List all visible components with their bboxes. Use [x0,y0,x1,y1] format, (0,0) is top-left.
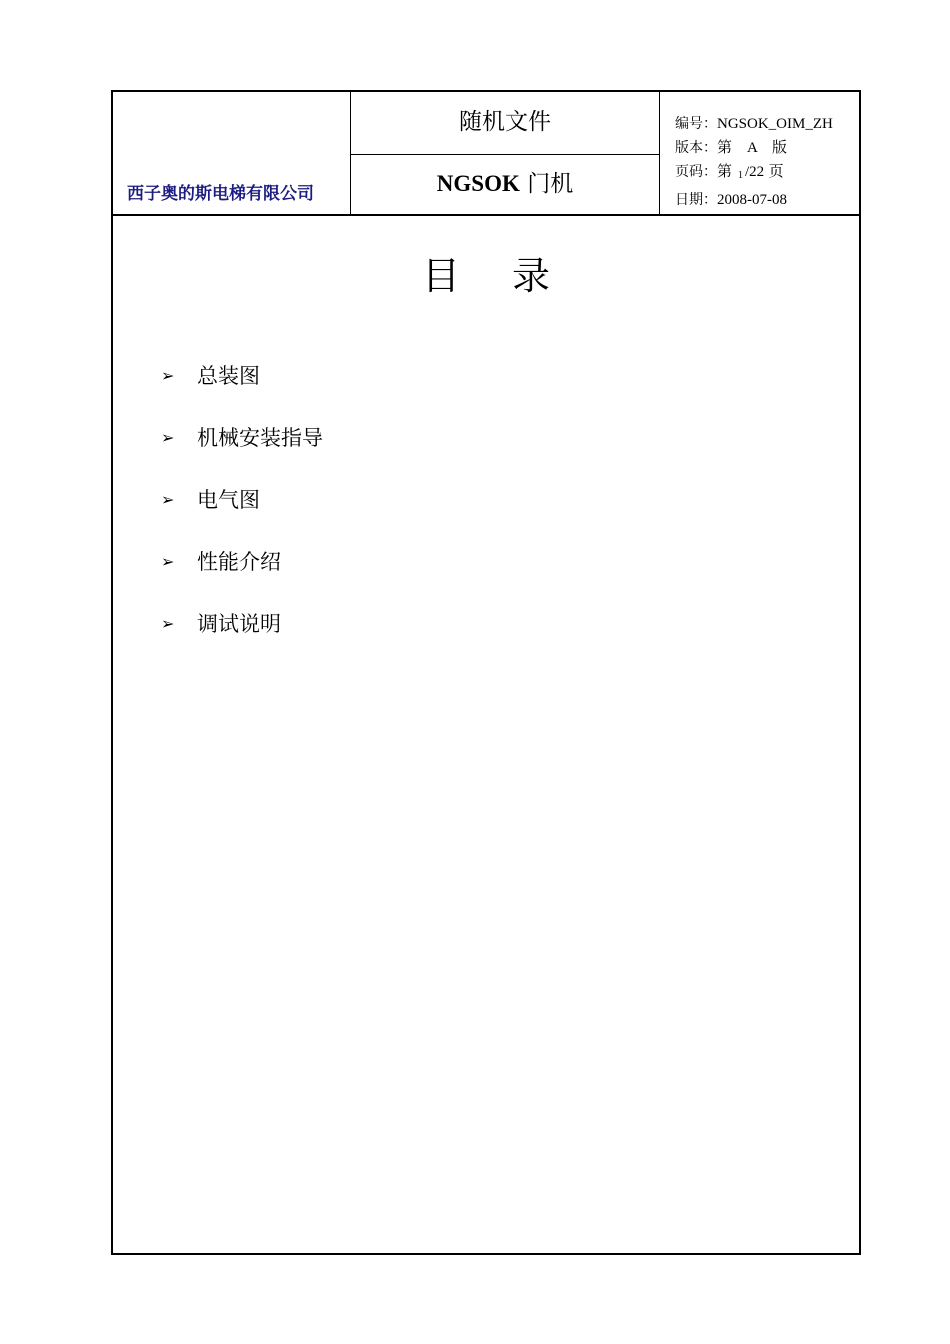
company-name: 西子奥的斯电梯有限公司 [127,184,314,204]
doc-code-value: NGSOK_OIM_ZH [717,116,833,132]
doc-date-row [675,188,833,212]
arrow-bullet-icon: ➢ [161,365,175,385]
doc-version-label: 版本： [675,140,717,156]
toc-title-char-2: 录 [511,254,550,298]
doc-page-suffix: 页 [768,164,784,180]
header-title-cell [351,92,660,214]
toc-item [161,546,281,576]
toc-item-label: 总装图 [197,364,260,388]
doc-page-total: /22 [745,164,765,180]
doc-type-cell [351,92,659,155]
product-cell [351,155,659,214]
arrow-bullet-icon: ➢ [161,551,175,571]
doc-page-label: 页码： [675,164,717,180]
toc-item-label: 电气图 [197,488,260,512]
toc-item-label: 调试说明 [197,612,281,636]
header-meta-cell [660,92,859,214]
doc-date-value: 2008-07-08 [717,192,787,208]
toc-item-label: 性能介绍 [197,550,281,574]
product-model: NGSOK [436,171,520,196]
document-header [111,90,861,216]
arrow-bullet-icon: ➢ [161,489,175,509]
product-name: 门机 [527,171,574,197]
doc-version-value: 第 A 版 [717,140,788,156]
doc-page-prefix: 第 [717,164,733,180]
arrow-bullet-icon: ➢ [161,613,175,633]
toc-title [113,245,859,300]
product-title [437,165,573,198]
doc-type: 随机文件 [459,109,551,135]
doc-page-row [675,160,833,188]
header-company-cell [113,92,351,214]
toc-title-char-1: 目 [421,254,460,298]
doc-date-label: 日期： [675,192,717,208]
toc-item [161,422,323,452]
arrow-bullet-icon: ➢ [161,427,175,447]
document-body [111,214,861,1255]
doc-page-current: 1 [738,170,744,181]
doc-meta [675,112,833,212]
toc-item [161,360,260,390]
toc-item [161,608,281,638]
doc-code-label: 编号： [675,116,717,132]
toc-item [161,484,260,514]
doc-version-row [675,136,833,160]
doc-code-row [675,112,833,136]
toc-item-label: 机械安装指导 [197,426,323,450]
